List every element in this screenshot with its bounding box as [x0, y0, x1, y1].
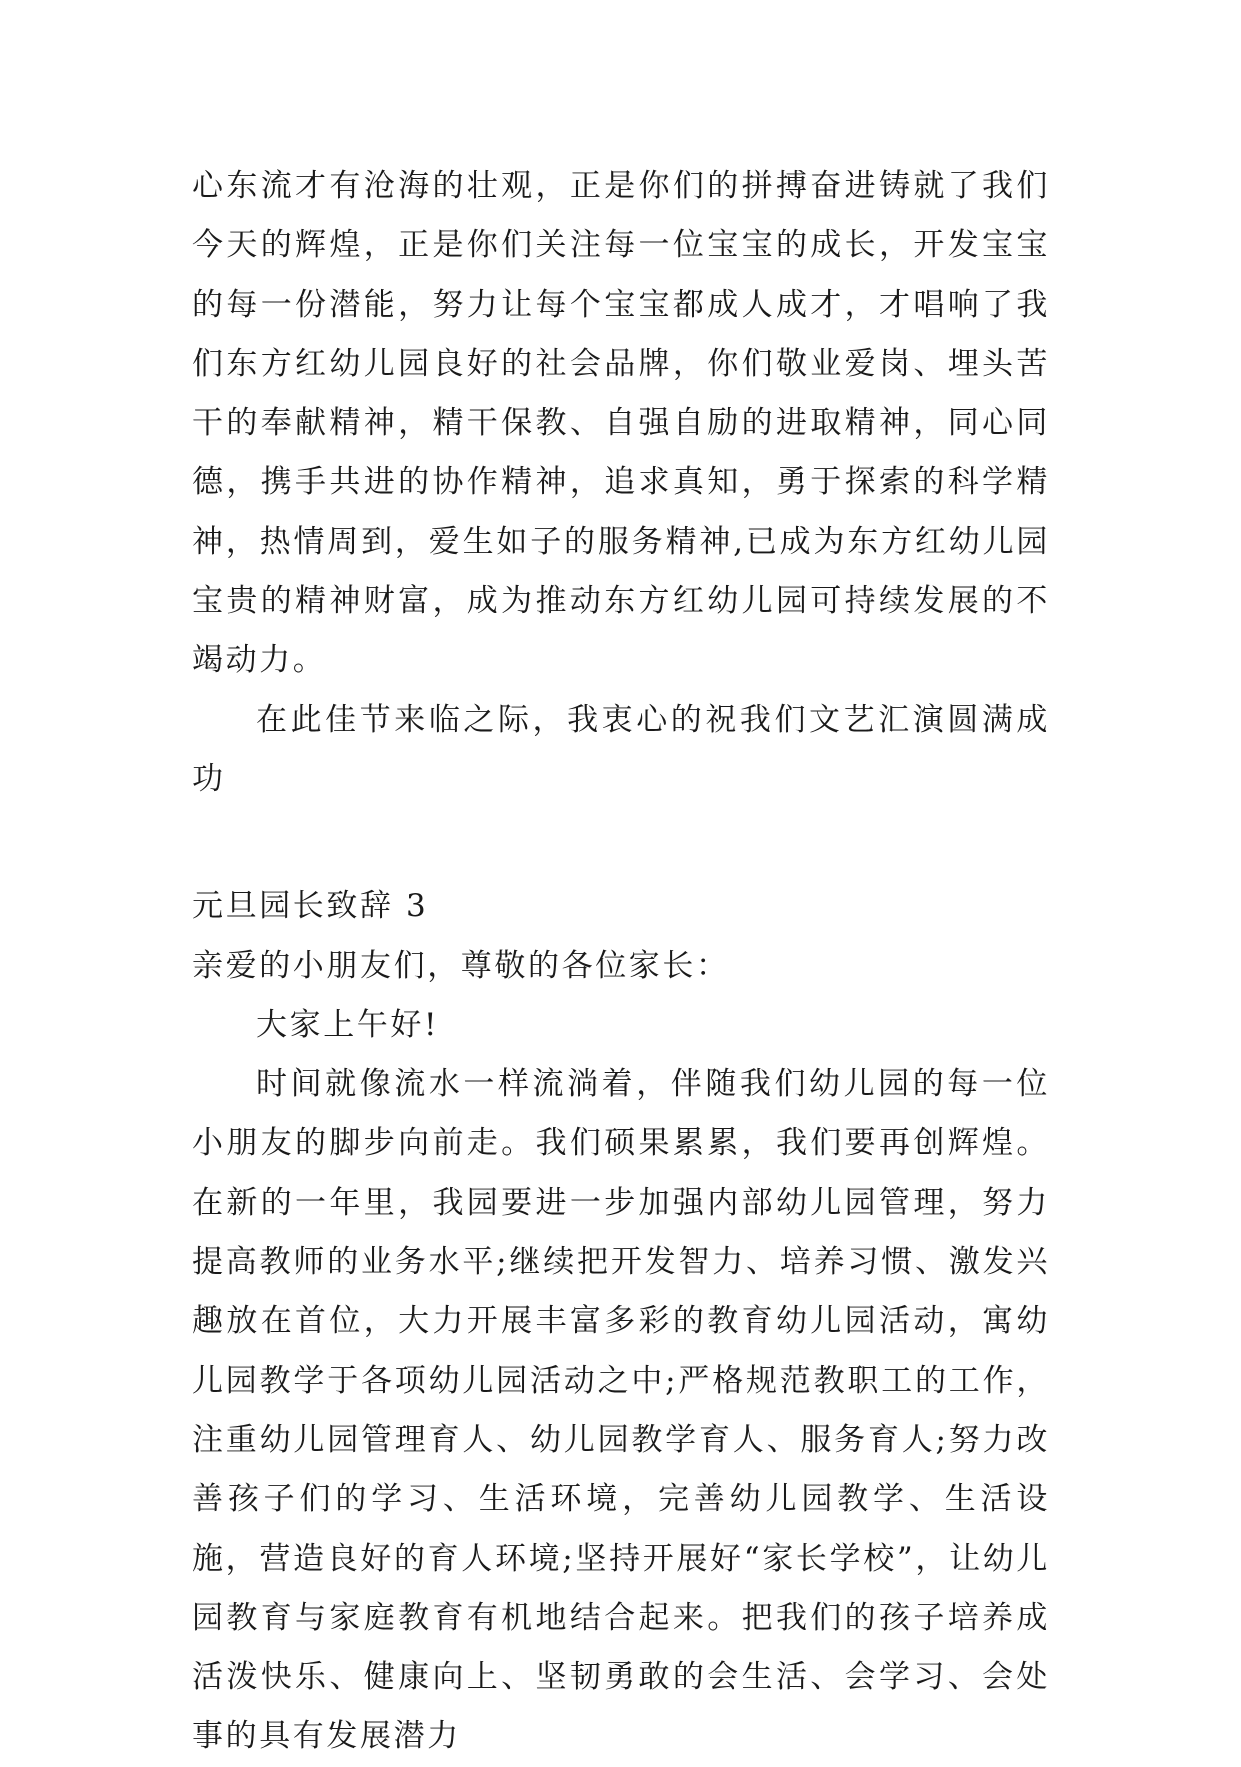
document-body — [192, 157, 1050, 1767]
closing-line: 在此佳节来临之际，我衷心的祝我们文艺汇演圆满成功 — [192, 701, 1050, 797]
body-paragraph: 时间就像流水一样流淌着，伴随我们幼儿园的每一位小朋友的脚步向前走。我们硕果累累，我们要再创辉煌。在新的一年里，我园要进一步加强内部幼儿园管理，努力提高教师的业务水平;继续把开发智力、培养习惯、激发兴趣放在首位，大力开展丰富多彩的教育幼儿园活动，寓幼儿园教学于各项幼儿园活动之中;严格规范教职工的工作，注重幼儿园管理育人、幼儿园教学育人、服务育人;努力改善孩子们的学习、生活环境，完善幼儿园教学、生活设施，营造良好的育人环境;坚持开展好“家长学校”，让幼儿园教育与家庭教育有机地结合起来。把我们的孩子培养成活泼快乐、健康向上、坚韧勇敢的会生活、会学习、会处事的具有发展潜力 — [192, 1066, 1050, 1755]
continuation-paragraph: 心东流才有沧海的壮观，正是你们的拼搏奋进铸就了我们今天的辉煌，正是你们关注每一位宝宝的成长，开发宝宝的每一份潜能，努力让每个宝宝都成人成才，才唱响了我们东方红幼儿园良好的社会品牌，你们敬业爱岗、埋头苦干的奉献精神，精干保教、自强自励的进取精神，同心同德，携手共进的协作精神，追求真知，勇于探索的科学精神，热情周到，爱生如子的服务精神,已成为东方红幼儿园宝贵的精神财富，成为推动东方红幼儿园可持续发展的不竭动力。 — [192, 168, 1050, 679]
section-title: 元旦园长致辞 3 — [192, 888, 429, 925]
section-spacer — [192, 809, 1050, 877]
salutation: 亲爱的小朋友们，尊敬的各位家长： — [192, 947, 730, 984]
greeting: 大家上午好! — [256, 1006, 440, 1043]
